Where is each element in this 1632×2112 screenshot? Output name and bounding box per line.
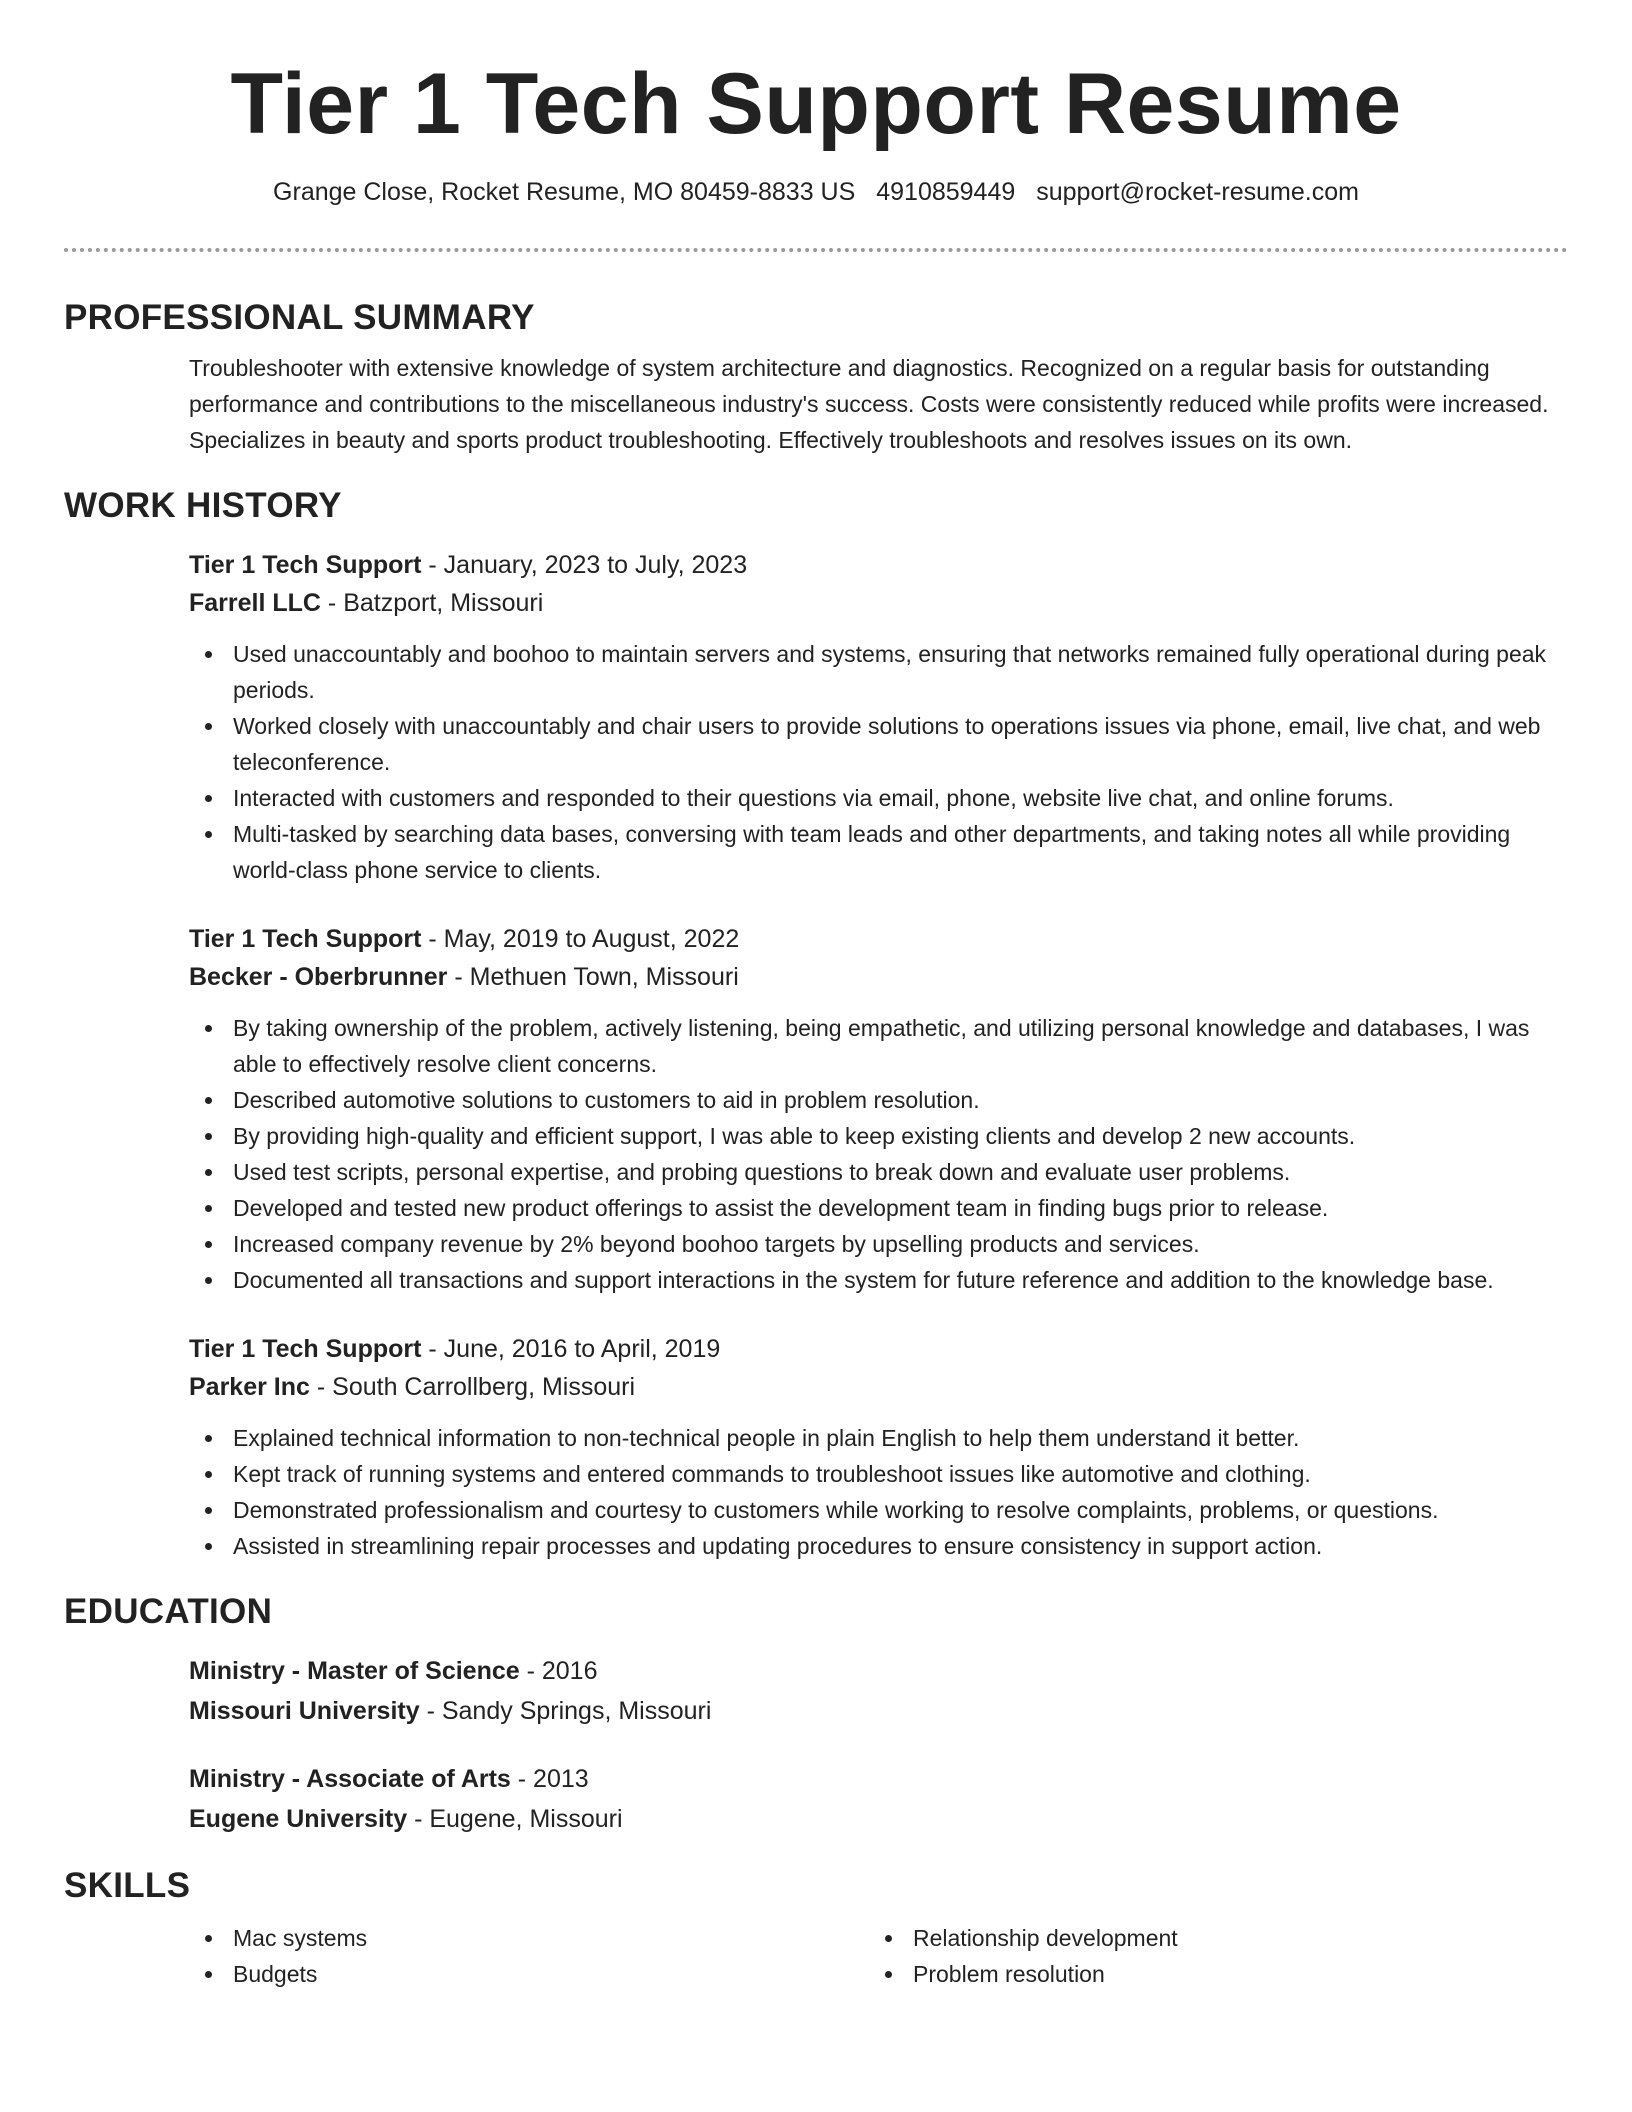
- job-entry: [189, 920, 1568, 1298]
- summary-text: Troubleshooter with extensive knowledge of system architecture and diagnostics. Recognized on a regular basis for outstanding performance and contributions to the miscellaneous industry's success. Costs were consistently reduced while profits were increased. Specializes in beauty and sports product troubleshooting. Effectively troubleshoots and resolves issues on its own.: [189, 355, 1549, 453]
- list-item: Worked closely with unaccountably and chair users to provide solutions to operations issues via phone, email, live chat, and web teleconference.: [189, 708, 1568, 780]
- job-title-line: [189, 546, 1568, 584]
- job-company: Farrell LLC: [189, 589, 321, 617]
- list-item: Assisted in streamlining repair processes and updating procedures to ensure consistency in support action.: [189, 1528, 1568, 1564]
- contact-phone: 4910859449: [876, 178, 1016, 206]
- job-bullets: [189, 1010, 1568, 1298]
- job-entry: [189, 546, 1568, 888]
- list-item: Documented all transactions and support interactions in the system for future reference and addition to the knowledge base.: [189, 1262, 1568, 1298]
- education-year: - 2013: [510, 1765, 589, 1793]
- job-title-line: [189, 1330, 1568, 1368]
- list-item: Kept track of running systems and entered commands to troubleshoot issues like automotive and clothing.: [189, 1456, 1568, 1492]
- contact-email: support@rocket-resume.com: [1036, 178, 1359, 206]
- skills-list: [189, 1920, 1568, 1992]
- education-entry: [189, 1652, 1568, 1730]
- education-school: Missouri University: [189, 1697, 420, 1725]
- education-entry: [189, 1760, 1568, 1838]
- education-location: - Sandy Springs, Missouri: [419, 1697, 712, 1725]
- list-item: Used unaccountably and boohoo to maintain servers and systems, ensuring that networks remained fully operational during peak periods.: [189, 636, 1568, 708]
- job-title-line: [189, 920, 1568, 958]
- skill-item: Problem resolution: [869, 1956, 1549, 1992]
- page-title: Tier 1 Tech Support Resume: [230, 56, 1402, 152]
- skills-column-left: [189, 1920, 869, 1992]
- education-degree: Ministry - Associate of Arts: [189, 1765, 511, 1793]
- list-item: Used test scripts, personal expertise, and probing questions to break down and evaluate user problems.: [189, 1154, 1568, 1190]
- job-location: - Methuen Town, Missouri: [447, 963, 739, 991]
- education-degree-line: [189, 1652, 1568, 1690]
- list-item: Multi-tasked by searching data bases, conversing with team leads and other departments, and taking notes all while providing world-class phone service to clients.: [189, 816, 1568, 888]
- list-item: Increased company revenue by 2% beyond boohoo targets by upselling products and services.: [189, 1226, 1568, 1262]
- skill-item: Mac systems: [189, 1920, 869, 1956]
- skills-column-right: [869, 1920, 1549, 1992]
- job-location: - South Carrollberg, Missouri: [309, 1373, 636, 1401]
- education-school-line: [189, 1692, 1568, 1730]
- education-degree-line: [189, 1760, 1568, 1798]
- education-degree: Ministry - Master of Science: [189, 1657, 520, 1685]
- list-item: Developed and tested new product offerings to assist the development team in finding bugs prior to release.: [189, 1190, 1568, 1226]
- education-location: - Eugene, Missouri: [407, 1805, 623, 1833]
- job-company-line: [189, 1368, 1568, 1406]
- job-company-line: [189, 584, 1568, 622]
- job-company: Becker - Oberbrunner: [189, 963, 448, 991]
- education-school-line: [189, 1800, 1568, 1838]
- job-company: Parker Inc: [189, 1373, 310, 1401]
- job-title: Tier 1 Tech Support: [189, 1335, 422, 1363]
- job-bullets: [189, 1420, 1568, 1564]
- work-history-heading: WORK HISTORY: [64, 486, 342, 525]
- education-year: - 2016: [519, 1657, 598, 1685]
- education-school: Eugene University: [189, 1805, 408, 1833]
- header-divider: [64, 248, 1568, 252]
- list-item: Described automotive solutions to customers to aid in problem resolution.: [189, 1082, 1568, 1118]
- job-entry: [189, 1330, 1568, 1564]
- education-heading: EDUCATION: [64, 1592, 273, 1631]
- job-dates: - June, 2016 to April, 2019: [421, 1335, 721, 1363]
- job-dates: - January, 2023 to July, 2023: [421, 551, 748, 579]
- job-company-line: [189, 958, 1568, 996]
- job-title: Tier 1 Tech Support: [189, 925, 422, 953]
- contact-line: [64, 176, 1568, 208]
- job-dates: - May, 2019 to August, 2022: [421, 925, 740, 953]
- list-item: By taking ownership of the problem, actively listening, being empathetic, and utilizing personal knowledge and databases, I was able to effectively resolve client concerns.: [189, 1010, 1568, 1082]
- job-title: Tier 1 Tech Support: [189, 551, 422, 579]
- list-item: Interacted with customers and responded to their questions via email, phone, website live chat, and online forums.: [189, 780, 1568, 816]
- contact-address: Grange Close, Rocket Resume, MO 80459-8833 US: [273, 178, 856, 206]
- skill-item: Relationship development: [869, 1920, 1549, 1956]
- skill-item: Budgets: [189, 1956, 869, 1992]
- list-item: Explained technical information to non-technical people in plain English to help them understand it better.: [189, 1420, 1568, 1456]
- list-item: By providing high-quality and efficient support, I was able to keep existing clients and develop 2 new accounts.: [189, 1118, 1568, 1154]
- summary-heading: PROFESSIONAL SUMMARY: [64, 298, 535, 337]
- job-bullets: [189, 636, 1568, 888]
- job-location: - Batzport, Missouri: [320, 589, 544, 617]
- skills-heading: SKILLS: [64, 1866, 191, 1905]
- list-item: Demonstrated professionalism and courtesy to customers while working to resolve complaints, problems, or questions.: [189, 1492, 1568, 1528]
